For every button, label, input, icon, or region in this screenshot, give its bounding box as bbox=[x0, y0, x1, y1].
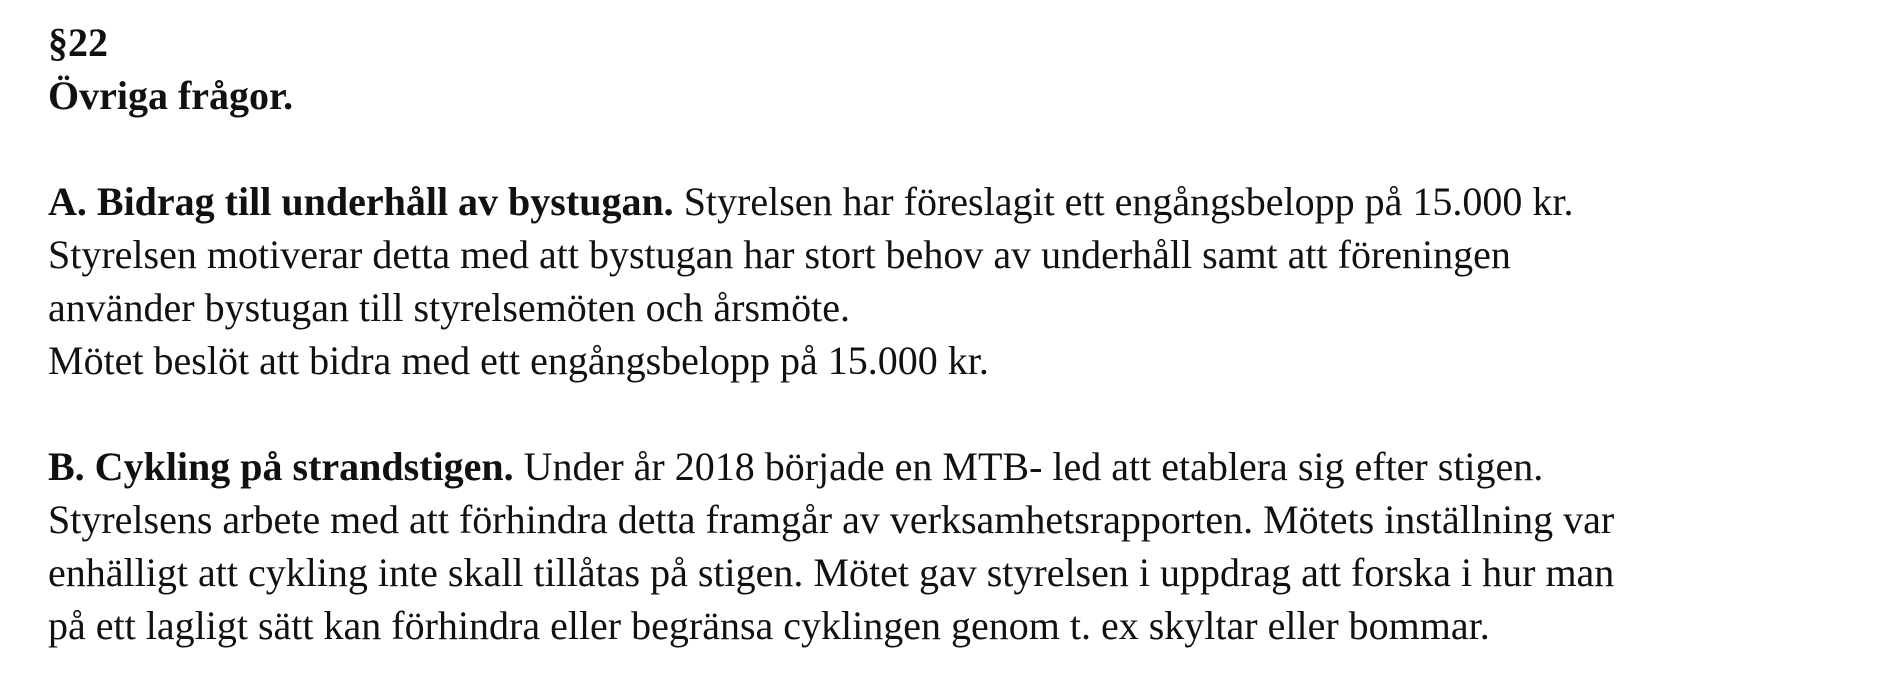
item-b-line: på ett lagligt sätt kan förhindra eller begränsa cyklingen genom t. ex skyltar eller bommar. bbox=[48, 603, 1490, 648]
section-title: Övriga frågor. bbox=[48, 73, 294, 118]
paragraph-spacer bbox=[48, 122, 1868, 175]
paragraph-spacer bbox=[48, 387, 1868, 440]
document-page bbox=[48, 16, 1868, 652]
item-a-first-line-text: Styrelsen har föreslagit ett engångsbelopp på 15.000 kr. bbox=[673, 179, 1574, 224]
item-a-heading: A. Bidrag till underhåll av bystugan. bbox=[48, 179, 674, 224]
section-number: §22 bbox=[48, 20, 108, 65]
item-b-first-line bbox=[48, 440, 1868, 493]
item-b-line: enhälligt att cykling inte skall tillåtas på stigen. Mötet gav styrelsen i uppdrag att forska i hur man bbox=[48, 550, 1615, 595]
item-b-line: Styrelsens arbete med att förhindra detta framgår av verksamhetsrapporten. Mötets inställning var bbox=[48, 497, 1615, 542]
item-b bbox=[48, 440, 1868, 652]
item-a-line: Styrelsen motiverar detta med att bystugan har stort behov av underhåll samt att föreningen bbox=[48, 232, 1511, 277]
item-b-first-line-text: Under år 2018 började en MTB- led att etablera sig efter stigen. bbox=[513, 444, 1544, 489]
item-a bbox=[48, 175, 1868, 387]
item-a-first-line bbox=[48, 175, 1868, 228]
item-b-heading: B. Cykling på strandstigen. bbox=[48, 444, 514, 489]
item-a-decision: Mötet beslöt att bidra med ett engångsbelopp på 15.000 kr. bbox=[48, 338, 989, 383]
item-a-line: använder bystugan till styrelsemöten och årsmöte. bbox=[48, 285, 851, 330]
